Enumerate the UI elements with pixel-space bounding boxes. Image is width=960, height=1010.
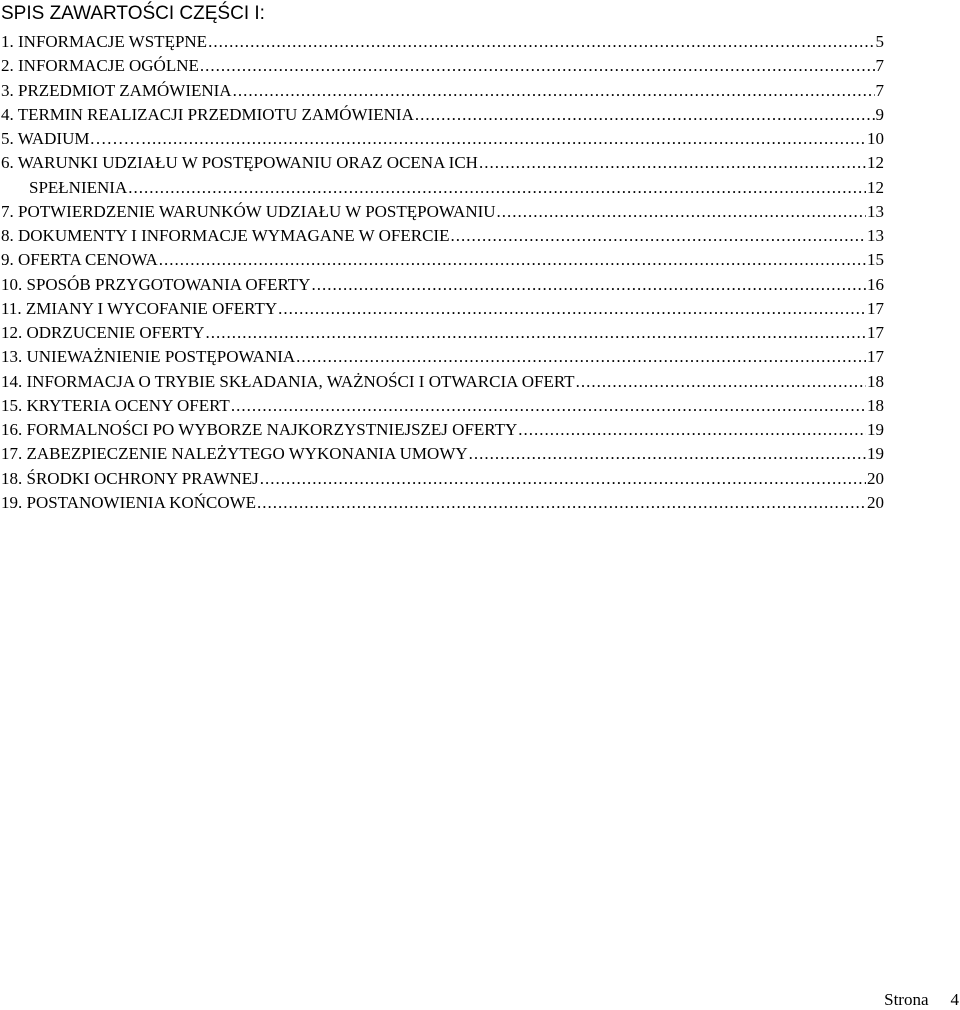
toc-entry-page: 13 — [867, 201, 884, 221]
toc-entry[interactable] — [1, 200, 884, 224]
toc-leader-dots — [497, 200, 866, 224]
toc-entry-label: 17. ZABEZPIECZENIE NALEŻYTEGO WYKONANIA UMOWY — [1, 444, 468, 464]
toc-leader-dots — [128, 176, 866, 200]
toc-leader-dots — [260, 467, 866, 491]
toc-entry-page: 18 — [867, 371, 884, 391]
toc-entry-label: 9. OFERTA CENOWA — [1, 250, 158, 270]
toc-entry[interactable] — [1, 370, 884, 394]
toc-entry-page: 10 — [867, 129, 884, 148]
toc-entry[interactable] — [1, 54, 884, 78]
toc-entry-page: 20 — [867, 468, 884, 488]
toc-leader-dots — [278, 297, 866, 321]
toc-entry-page: 7 — [875, 80, 884, 100]
toc-title: SPIS ZAWARTOŚCI CZĘŚCI I: — [1, 3, 265, 24]
toc-entry[interactable] — [1, 491, 884, 515]
toc-entry-page: 16 — [867, 274, 884, 294]
toc-entry-label: 13. UNIEWAŻNIENIE POSTĘPOWANIA — [1, 347, 296, 367]
toc-entry-label: 12. ODRZUCENIE OFERTY — [1, 323, 205, 342]
toc-leader-dots — [311, 273, 866, 297]
toc-leader-dots — [415, 103, 875, 127]
toc-entry[interactable] — [1, 297, 884, 321]
toc-entry-page: 18 — [867, 395, 884, 415]
toc-entry-label: 8. DOKUMENTY I INFORMACJE WYMAGANE W OFERCIE — [1, 226, 450, 245]
toc-entry[interactable] — [1, 103, 884, 127]
toc-leader-dots — [469, 442, 866, 466]
toc-entry-label: 16. FORMALNOŚCI PO WYBORZE NAJKORZYSTNIEJSZEJ OFERTY — [1, 420, 518, 439]
toc-leader-dots — [205, 321, 866, 345]
toc-entry-label: 15. KRYTERIA OCENY OFERT — [1, 395, 230, 415]
toc-entry-page: 17 — [867, 347, 884, 367]
toc-entry-label: SPEŁNIENIA — [29, 177, 128, 197]
toc-entry-label: 1. INFORMACJE WSTĘPNE — [1, 32, 208, 51]
toc-entry[interactable] — [1, 467, 884, 491]
page-footer — [884, 990, 959, 1010]
toc-entry[interactable] — [1, 176, 884, 200]
toc-entry-page: 20 — [867, 492, 884, 512]
toc-entry[interactable] — [1, 418, 884, 442]
toc-entry[interactable] — [1, 30, 884, 54]
toc-entry-page: 19 — [867, 420, 884, 439]
toc-entry-page: 13 — [867, 226, 884, 245]
toc-entry-label: 11. ZMIANY I WYCOFANIE OFERTY — [1, 298, 278, 318]
toc-entry[interactable] — [1, 151, 884, 175]
toc-leader-dots — [257, 491, 866, 515]
footer-page-label: Strona — [884, 990, 929, 1009]
toc-entry[interactable] — [1, 442, 884, 466]
toc-entry-page: 5 — [875, 32, 884, 51]
toc-entry-page: 9 — [875, 104, 884, 124]
toc-entry-label: 3. PRZEDMIOT ZAMÓWIENIA — [1, 80, 232, 100]
toc-leader-dots — [450, 224, 866, 248]
toc-entry-page: 19 — [867, 444, 884, 464]
toc-entry-page: 15 — [867, 250, 884, 270]
toc-leader-dots — [208, 30, 874, 54]
toc-entry-page: 17 — [867, 298, 884, 318]
toc-entry-label: 6. WARUNKI UDZIAŁU W POSTĘPOWANIU ORAZ OCENA ICH — [1, 153, 478, 173]
toc-entry-label: 18. ŚRODKI OCHRONY PRAWNEJ — [1, 468, 259, 488]
toc-leader-dots — [296, 345, 866, 369]
toc-leader-dots — [200, 54, 875, 78]
toc-entry[interactable] — [1, 394, 884, 418]
toc-entry[interactable] — [1, 248, 884, 272]
toc-leader-dots — [576, 370, 866, 394]
toc-entry-label: 2. INFORMACJE OGÓLNE — [1, 56, 199, 76]
toc-leader-dots — [518, 418, 866, 442]
toc-entry[interactable] — [1, 79, 884, 103]
toc-entry-label: 10. SPOSÓB PRZYGOTOWANIA OFERTY — [1, 274, 311, 294]
toc-entry-page: 12 — [867, 153, 884, 173]
toc-leader-dots — [141, 127, 866, 151]
toc-entry[interactable] — [1, 127, 884, 151]
toc-leader-dots — [159, 248, 866, 272]
toc-leader-dots — [233, 79, 875, 103]
toc-leader-dots — [479, 151, 866, 175]
toc-entry-label: 7. POTWIERDZENIE WARUNKÓW UDZIAŁU W POSTĘPOWANIU — [1, 201, 496, 221]
toc-entry[interactable] — [1, 224, 884, 248]
toc-entry-label: 14. INFORMACJA O TRYBIE SKŁADANIA, WAŻNOŚCI I OTWARCIA OFERT — [1, 371, 575, 391]
toc-entry-page: 17 — [867, 323, 884, 342]
toc-entry-page: 7 — [875, 56, 884, 76]
footer-page-number: 4 — [950, 990, 959, 1009]
toc-entry-label: 19. POSTANOWIENIA KOŃCOWE — [1, 492, 257, 512]
toc-entry-label: 4. TERMIN REALIZACJI PRZEDMIOTU ZAMÓWIENIA — [1, 104, 414, 124]
toc-entry[interactable] — [1, 273, 884, 297]
toc-entry-label: 5. WADIUM……… — [1, 129, 141, 148]
toc-list — [1, 30, 884, 515]
toc-entry-page: 12 — [867, 177, 884, 197]
toc-entry[interactable] — [1, 321, 884, 345]
toc-leader-dots — [231, 394, 866, 418]
toc-entry[interactable] — [1, 345, 884, 369]
